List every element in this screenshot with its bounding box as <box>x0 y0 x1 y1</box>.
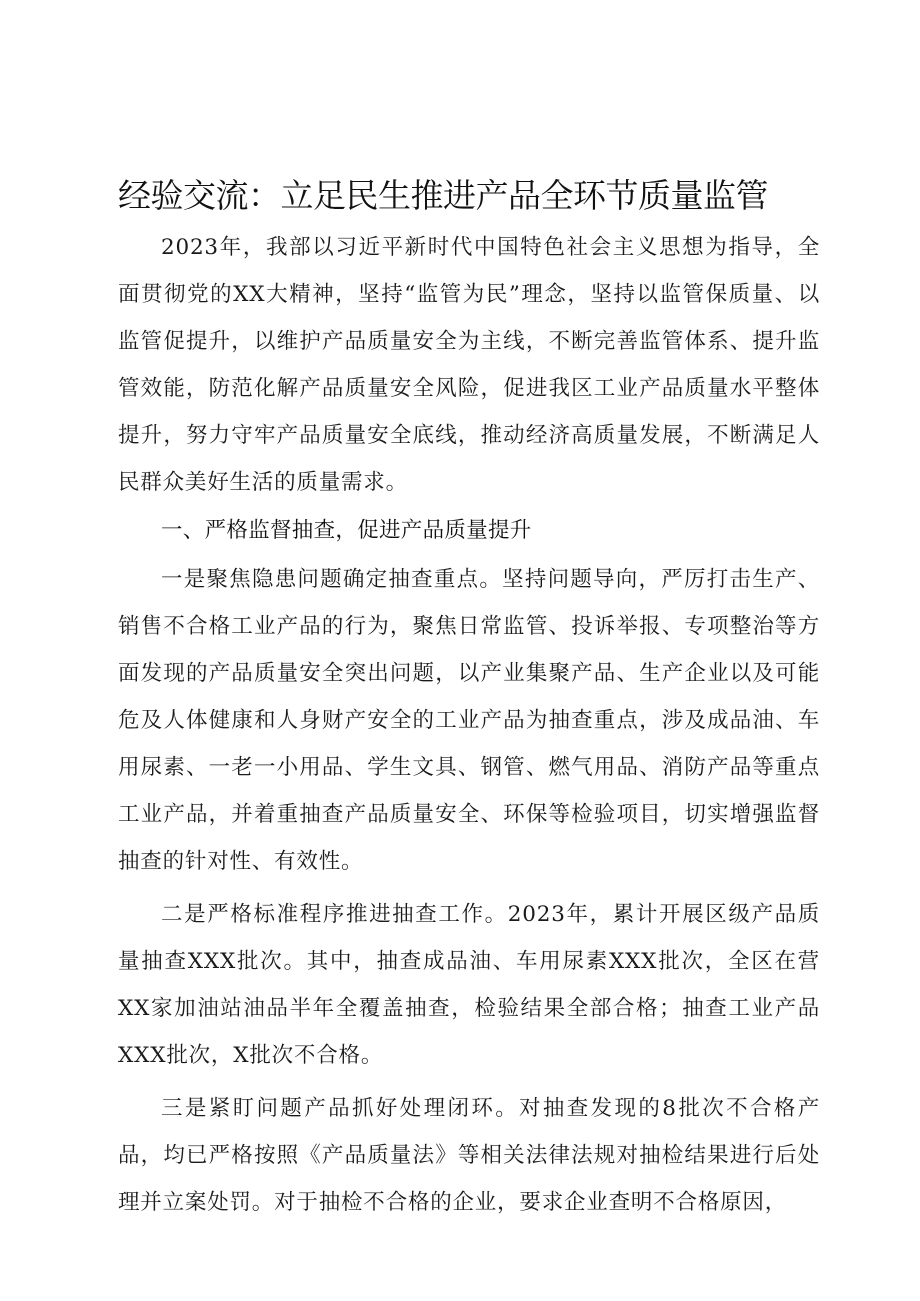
body-paragraph-1: 一是聚焦隐患问题确定抽查重点。坚持问题导向，严厉打击生产、销售不合格工业产品的行为，聚焦日常监管、投诉举报、专项整治等方面发现的产品质量安全突出问题，以产业集聚产品、生产企业以及可能危及人体健康和人身财产安全的工业产品为抽查重点，涉及成品油、车用尿素、一老一小用品、学生文具、钢管、燃气用品、消防产品等重点工业产品，并着重抽查产品质量安全、环保等检验项目，切实增强监督抽查的针对性、有效性。 <box>118 567 820 874</box>
document-title: 经验交流：立足民生推进产品全环节质量监管 <box>118 176 768 215</box>
document-body <box>118 224 820 1226</box>
body-paragraph-2: 二是严格标准程序推进抽查工作。2023年，累计开展区级产品质量抽查XXX批次。其中，抽查成品油、车用尿素XXX批次，全区在营XX家加油站油品半年全覆盖抽查，检验结果全部合格；抽查工业产品XXX批次，X批次不合格。 <box>118 902 820 1068</box>
section-heading: 一、严格监督抽查，促进产品质量提升 <box>161 518 532 543</box>
intro-paragraph: 2023年，我部以习近平新时代中国特色社会主义思想为指导，全面贯彻党的XX大精神，坚持“监管为民”理念，坚持以监管保质量、以监管促提升，以维护产品质量安全为主线，不断完善监管体系、提升监管效能，防范化解产品质量安全风险，促进我区工业产品质量水平整体提升，努力守牢产品质量安全底线，推动经济高质量发展，不断满足人民群众美好生活的质量需求。 <box>118 235 820 495</box>
body-paragraph-3: 三是紧盯问题产品抓好处理闭环。对抽查发现的8批次不合格产品，均已严格按照《产品质量法》等相关法律法规对抽检结果进行后处理并立案处罚。对于抽检不合格的企业，要求企业查明不合格原因， <box>118 1096 820 1215</box>
